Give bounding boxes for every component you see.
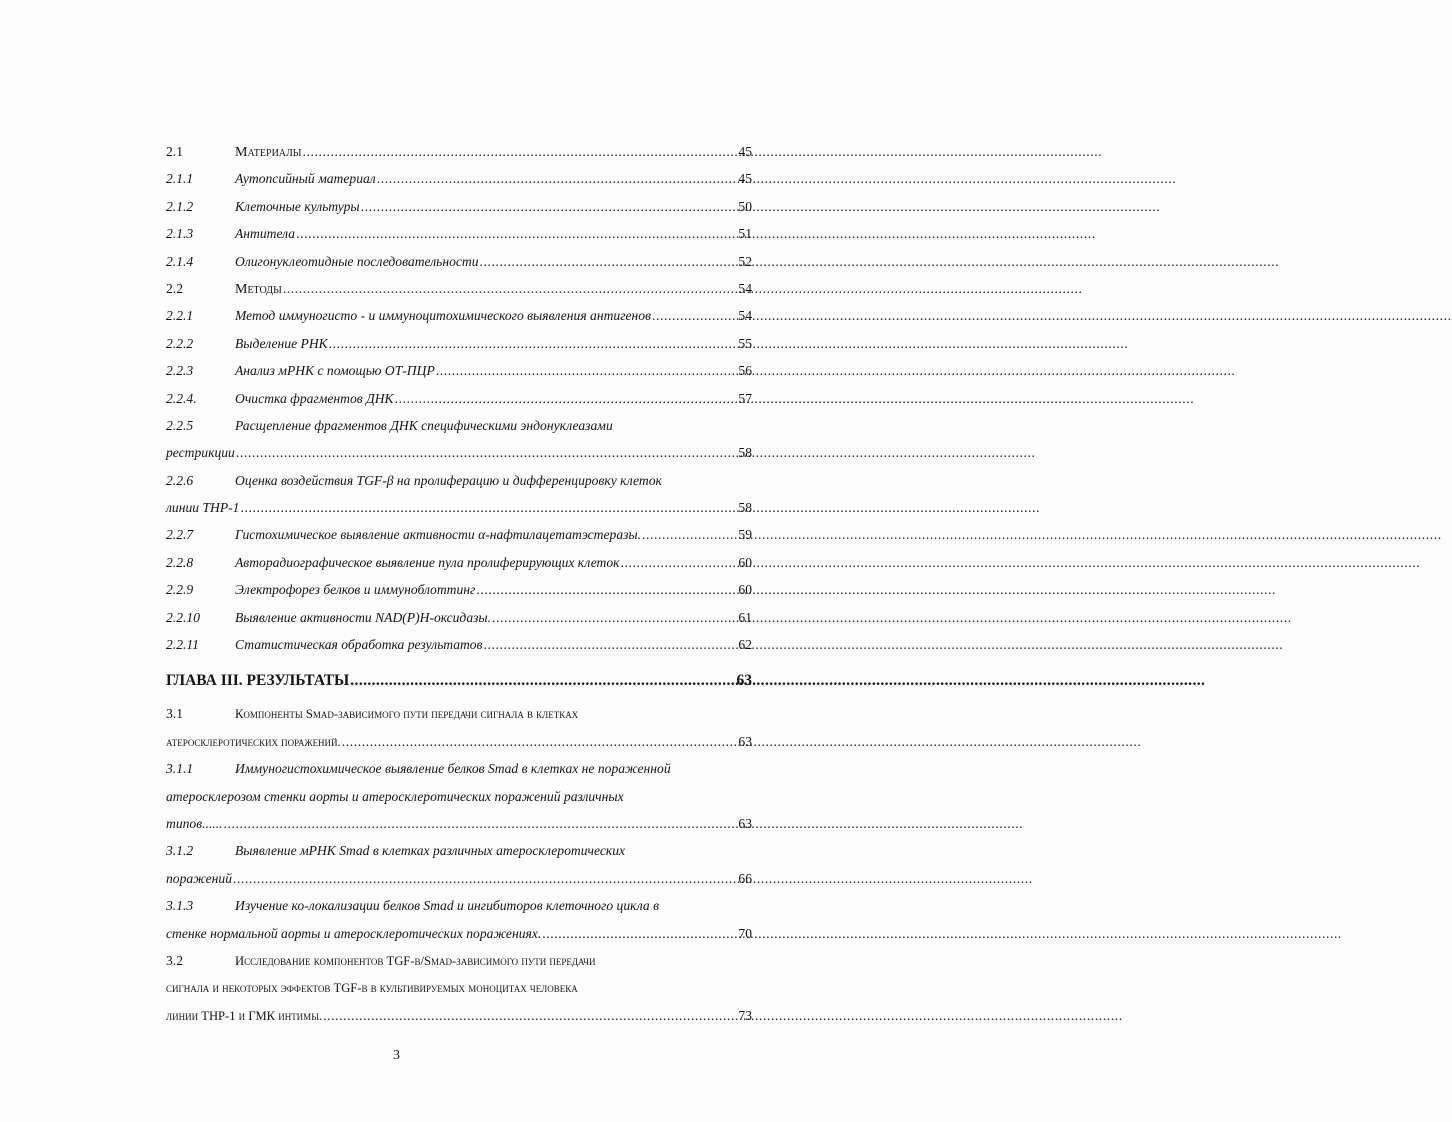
toc-title: Электрофорез белков и иммуноблоттинг (235, 582, 476, 598)
toc-title: Выявление активности NAD(P)H-оксидазы. (235, 609, 492, 625)
toc-entry-continuation[interactable] (166, 498, 752, 525)
toc-number: 2.1.4 (166, 253, 194, 269)
toc-page: 51 (738, 226, 752, 242)
toc-number: 2.2.8 (166, 554, 194, 570)
leader-dots (342, 732, 738, 752)
toc-number: 2.2.10 (166, 609, 200, 625)
toc-entry-continuation[interactable] (166, 1006, 752, 1033)
toc-number: 2.2.1 (166, 308, 194, 324)
toc-entry[interactable] (166, 279, 752, 306)
toc-title: Авторадиографическое выявление пула пролиферирующих клеток (235, 554, 620, 570)
toc-title-continuation: поражений (166, 870, 233, 886)
toc-page: 58 (738, 445, 752, 461)
toc-entry[interactable] (166, 224, 752, 251)
toc-page: 45 (738, 171, 752, 187)
toc-chapter-entry[interactable] (166, 666, 752, 704)
toc-number: 2.1 (166, 144, 183, 159)
toc-page: 63 (736, 672, 752, 690)
toc-title: Компоненты Smad-зависимого пути передачи сигнала в клетках (235, 707, 579, 722)
toc-number: 2.2.11 (166, 637, 199, 653)
leader-dots (476, 580, 737, 600)
toc-entry-continuation[interactable] (166, 924, 752, 951)
toc-page: 63 (738, 815, 752, 831)
toc-page: 50 (738, 198, 752, 214)
leader-dots (233, 869, 737, 889)
toc-number: 2.2.3 (166, 363, 194, 379)
toc-page: 60 (738, 582, 752, 598)
toc-page: 54 (738, 280, 752, 296)
toc-page: 62 (738, 637, 752, 653)
toc-number: 3.1.3 (166, 898, 194, 914)
toc-page: 70 (738, 925, 752, 941)
toc-entry[interactable] (166, 252, 752, 279)
leader-dots (484, 635, 738, 655)
toc-title: Исследование компонентов TGF-β/Smad-зависимого пути передачи (235, 953, 596, 968)
toc-title-continuation: стенке нормальной аорты и атеросклеротических поражениях. (166, 925, 542, 941)
toc-entry[interactable] (166, 580, 752, 607)
toc-entry[interactable] (166, 389, 752, 416)
toc-entry[interactable] (166, 525, 752, 552)
toc-title: Метод иммуногисто - и иммуноцитохимического выявления антигенов (235, 308, 651, 324)
leader-dots (329, 334, 738, 354)
toc-entry[interactable] (166, 608, 752, 635)
toc-entry[interactable] (166, 334, 752, 361)
toc-title: Клеточные культуры (235, 198, 360, 214)
toc-title-continuation: типов...... (166, 815, 223, 831)
toc-number: 2.2.7 (166, 527, 194, 543)
leader-dots (436, 361, 738, 381)
leader-dots (224, 814, 738, 834)
toc-number: 2.1.1 (166, 171, 194, 187)
toc-title: Изучение ко-локализации белков Smad и ингибиторов клеточного цикла в (235, 898, 659, 914)
toc-number: 2.2.5 (166, 417, 194, 433)
toc-number: 2.2.6 (166, 472, 194, 488)
leader-dots (240, 498, 737, 518)
toc-page: 54 (738, 308, 752, 324)
leader-dots (350, 666, 735, 696)
toc-page: 55 (738, 335, 752, 351)
toc-title: Методы (235, 281, 282, 297)
toc-page: 57 (738, 390, 752, 406)
leader-dots (283, 279, 738, 299)
toc-title: Гистохимическое выявление активности α-нафтилацетатэстеразы. (235, 527, 642, 543)
toc-number: 3.1.1 (166, 761, 194, 777)
leader-dots (652, 306, 737, 326)
toc-entry[interactable] (166, 169, 752, 196)
toc-entry-continuation[interactable] (166, 732, 752, 759)
toc-title: Выделение РНК (235, 335, 328, 351)
leader-dots (395, 389, 738, 409)
toc-page: 73 (738, 1007, 752, 1023)
toc-page: 45 (738, 144, 752, 159)
toc-entry-continuation[interactable] (166, 869, 752, 896)
toc-number: 2.2 (166, 280, 183, 296)
toc-title: Аутопсийный материал (235, 171, 376, 187)
leader-dots (480, 252, 738, 272)
toc-entry[interactable] (166, 197, 752, 224)
toc-page: 52 (738, 253, 752, 269)
toc-title: Расщепление фрагментов ДНК специфическими эндонуклеазами (235, 417, 613, 433)
leader-dots (542, 924, 737, 944)
toc-title-continuation: линии THP-1 (166, 500, 240, 516)
toc-entry[interactable] (166, 306, 752, 333)
toc-number: 3.2 (166, 952, 183, 968)
toc-title: Материалы (235, 145, 302, 160)
table-of-contents (166, 142, 752, 1033)
toc-page: 61 (738, 609, 752, 625)
toc-title-continuation: атеросклерозом стенки аорты и атеросклеротических поражений различных (166, 788, 624, 804)
toc-entry[interactable] (166, 704, 752, 731)
leader-dots (642, 525, 737, 545)
toc-title: Антитела (235, 226, 296, 242)
toc-entry[interactable] (166, 841, 752, 868)
leader-dots (621, 553, 738, 573)
leader-dots (361, 197, 738, 217)
toc-entry[interactable] (166, 471, 752, 498)
leader-dots (377, 169, 738, 189)
toc-page: 58 (738, 500, 752, 516)
toc-entry[interactable] (166, 416, 752, 443)
toc-number: 2.2.9 (166, 582, 194, 598)
toc-number: 3.1.2 (166, 843, 194, 859)
toc-title: Выявление мРНК Smad в клетках различных атеросклеротических (235, 843, 626, 859)
toc-page: 63 (738, 733, 752, 749)
toc-entry[interactable] (166, 553, 752, 580)
toc-number: 2.1.2 (166, 198, 194, 214)
toc-entry[interactable] (166, 759, 752, 786)
toc-entry[interactable] (166, 951, 752, 978)
leader-dots (296, 224, 737, 244)
toc-title-continuation: сигнала и некоторых эффектов TGF-β в культивируемых моноцитах человека (166, 981, 578, 996)
toc-number: 2.2.4. (166, 390, 197, 406)
toc-title: Очистка фрагментов ДНК (235, 390, 394, 406)
leader-dots (236, 443, 738, 463)
toc-page: 59 (738, 527, 752, 543)
toc-title-continuation: рестрикции (166, 445, 235, 461)
toc-title-continuation: атеросклеротических поражений. (166, 734, 341, 749)
toc-entry-continuation[interactable] (166, 787, 752, 814)
toc-title: Статистическая обработка результатов (235, 637, 483, 653)
toc-entry[interactable] (166, 361, 752, 388)
toc-entry-continuation[interactable] (166, 443, 752, 470)
toc-number: 2.2.2 (166, 335, 194, 351)
toc-entry[interactable] (166, 142, 752, 169)
page-number: 3 (393, 1048, 400, 1063)
leader-dots (323, 1006, 737, 1026)
toc-title: Оценка воздействия TGF-β на пролиферацию и дифференцировку клеток (235, 472, 662, 488)
toc-entry[interactable] (166, 635, 752, 662)
toc-page: 66 (738, 870, 752, 886)
chapter-title: ГЛАВА III. РЕЗУЛЬТАТЫ (166, 672, 350, 690)
toc-number: 3.1 (166, 706, 183, 722)
leader-dots (492, 608, 737, 628)
toc-title: Анализ мРНК с помощью ОТ-ПЦР (235, 363, 435, 379)
toc-title: Олигонуклеотидные последовательности (235, 253, 479, 269)
toc-title: Иммуногистохимическое выявление белков Smad в клетках не пораженной (235, 761, 671, 777)
toc-page: 60 (738, 554, 752, 570)
toc-entry-continuation[interactable] (166, 814, 752, 841)
toc-number: 2.1.3 (166, 226, 194, 242)
leader-dots (303, 142, 738, 162)
toc-entry-continuation[interactable] (166, 978, 752, 1005)
toc-title-continuation: линии THP-1 и ГМК интимы. (166, 1008, 323, 1023)
toc-page: 56 (738, 363, 752, 379)
toc-entry[interactable] (166, 896, 752, 923)
